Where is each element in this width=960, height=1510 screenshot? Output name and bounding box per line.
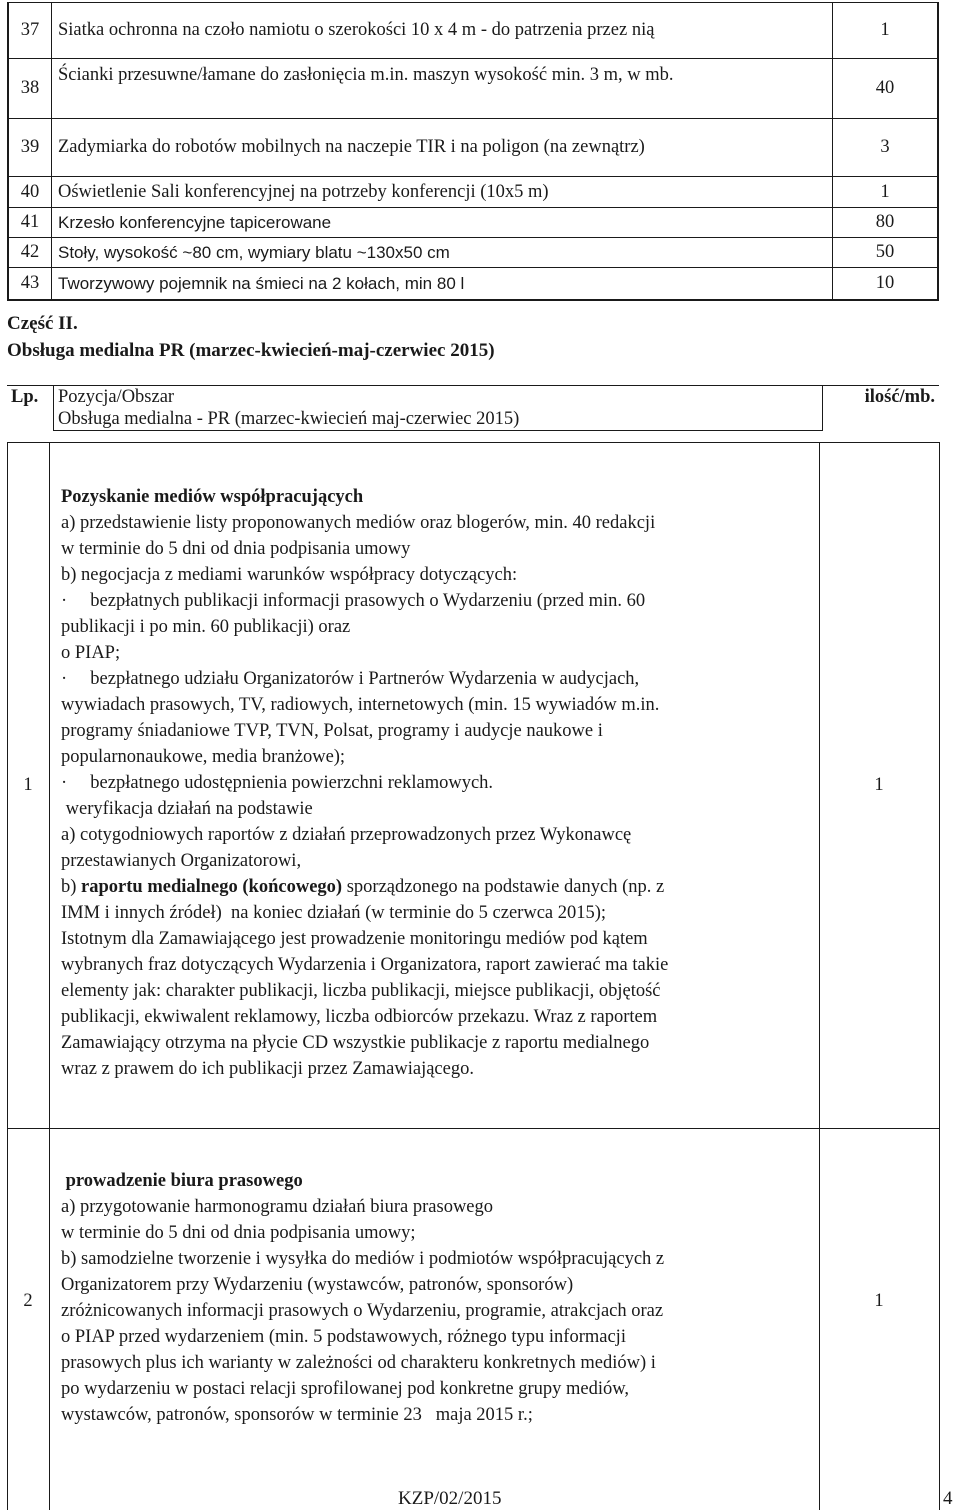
row-quantity: 40 — [833, 59, 939, 119]
row-number: 43 — [8, 268, 52, 300]
service-line: a) przygotowanie harmonogramu działań biura prasowego — [61, 1197, 494, 1217]
service-line: a) cotygodniowych raportów z działań przeprowadzonych przez Wykonawcę — [61, 825, 632, 845]
service-heading: prowadzenie biura prasowego — [61, 1171, 303, 1191]
service-heading: Pozyskanie mediów współpracujących — [61, 487, 364, 507]
service-line: o PIAP; — [61, 643, 121, 663]
row-description: Oświetlenie Sali konferencyjnej na potrzeby konferencji (10x5 m) — [52, 177, 833, 208]
row-description: Siatka ochronna na czoło namiotu o szerokości 10 x 4 m - do patrzenia przez nią — [52, 3, 833, 59]
row-description: Ścianki przesuwne/łamane do zasłonięcia m.in. maszyn wysokość min. 3 m, w mb. — [52, 59, 833, 119]
service-line: publikacji, ekwiwalent reklamowy, liczba odbiorców przekazu. Wraz z raportem — [61, 1007, 658, 1027]
section-title: Obsługa medialna PR (marzec-kwiecień-maj-czerwiec 2015) — [7, 340, 495, 361]
header-position: Pozycja/Obszar — [54, 386, 823, 409]
table-row — [8, 238, 938, 268]
header-lp: Lp. — [7, 386, 54, 409]
line-prefix: b) — [61, 877, 82, 897]
service-line: wraz z prawem do ich publikacji przez Zamawiającego. — [61, 1059, 474, 1079]
row-description: Tworzywowy pojemnik na śmieci na 2 kołach, min 80 l — [52, 268, 833, 300]
row-quantity: 1 — [874, 775, 884, 795]
row-description: Zadymiarka do robotów mobilnych na naczepie TIR i na poligon (na zewnątrz) — [52, 119, 833, 177]
service-line: weryfikacja działań na podstawie — [61, 799, 313, 819]
service-description — [61, 1168, 821, 1428]
service-line: wywiadach prasowych, TV, radiowych, internetowych (min. 15 wywiadów m.in. — [61, 695, 660, 715]
service-line: Istotnym dla Zamawiającego jest prowadzenie monitoringu mediów pod kątem — [61, 929, 648, 949]
row-number: 37 — [8, 3, 52, 59]
header-subtitle: Obsługa medialna - PR (marzec-kwiecień maj-czerwiec 2015) — [54, 408, 823, 431]
row-quantity: 1 — [833, 3, 939, 59]
line-suffix: sporządzonego na podstawie danych (np. z — [342, 877, 665, 897]
row-number: 1 — [23, 775, 33, 795]
row-number: 40 — [8, 177, 52, 208]
row-description: Stoły, wysokość ~80 cm, wymiary blatu ~130x50 cm — [52, 238, 833, 268]
service-line: b) negocjacja z mediami warunków współpracy dotyczących: — [61, 565, 518, 585]
header-quantity: ilość/mb. — [823, 386, 940, 409]
row-quantity: 1 — [833, 177, 939, 208]
service-line: · bezpłatnego udziału Organizatorów i Partnerów Wydarzenia w audycjach, — [61, 669, 640, 689]
service-line: prasowych plus ich warianty w zależności od charakteru konkretnych mediów) i — [61, 1353, 656, 1373]
service-row — [7, 1128, 939, 1510]
row-number: 39 — [8, 119, 52, 177]
service-line: po wydarzeniu w postaci relacji sprofilowanej pod konkretne grupy mediów, — [61, 1379, 630, 1399]
equipment-table — [7, 2, 939, 301]
service-line: · bezpłatnych publikacji informacji prasowych o Wydarzeniu (przed min. 60 — [61, 591, 646, 611]
service-description — [61, 484, 821, 1082]
line-bold: raportu medialnego (końcowego) — [81, 877, 343, 897]
service-line: Zamawiający otrzyma na płycie CD wszystkie publikacje z raportu medialnego — [61, 1033, 650, 1053]
service-line: przestawianych Organizatorowi, — [61, 851, 302, 871]
section-part: Część II. — [7, 313, 78, 334]
row-quantity: 80 — [833, 208, 939, 238]
service-line: w terminie do 5 dni od dnia podpisania umowy; — [61, 1223, 416, 1243]
service-line: wybranych fraz dotyczących Wydarzenia i Organizatora, raport zawierać ma takie — [61, 955, 669, 975]
service-line: publikacji i po min. 60 publikacji) oraz — [61, 617, 351, 637]
row-quantity: 50 — [833, 238, 939, 268]
row-number: 38 — [8, 59, 52, 119]
table-row — [8, 119, 938, 177]
row-quantity: 10 — [833, 268, 939, 300]
row-description: Krzesło konferencyjne tapicerowane — [52, 208, 833, 238]
service-line — [61, 874, 821, 900]
row-number: 41 — [8, 208, 52, 238]
row-quantity: 3 — [833, 119, 939, 177]
service-line: IMM i innych źródeł) na koniec działań (w terminie do 5 czerwca 2015); — [61, 903, 607, 923]
service-row — [7, 442, 939, 1128]
service-line: programy śniadaniowe TVP, TVN, Polsat, programy i audycje naukowe i — [61, 721, 603, 741]
page-number: 4 — [943, 1488, 953, 1509]
document-code: KZP/02/2015 — [398, 1488, 502, 1509]
service-line: Organizatorem przy Wydarzeniu (wystawców, patronów, sponsorów) — [61, 1275, 574, 1295]
table-border-right — [939, 442, 940, 1510]
service-line: zróżnicowanych informacji prasowych o Wydarzeniu, programie, atrakcjach oraz — [61, 1301, 664, 1321]
table-row — [8, 3, 938, 59]
table-row — [8, 177, 938, 208]
row-number: 42 — [8, 238, 52, 268]
service-line: w terminie do 5 dni od dnia podpisania umowy — [61, 539, 411, 559]
row-quantity: 1 — [874, 1291, 884, 1311]
table-row — [8, 59, 938, 119]
service-line: wystawców, patronów, sponsorów w terminie 23 maja 2015 r.; — [61, 1405, 533, 1425]
table-row — [8, 268, 938, 300]
service-line: · bezpłatnego udostępnienia powierzchni reklamowych. — [61, 773, 494, 793]
service-line: popularnonaukowe, media branżowe); — [61, 747, 346, 767]
row-number: 2 — [23, 1291, 33, 1311]
service-line: elementy jak: charakter publikacji, liczba publikacji, miejsce publikacji, objętość — [61, 981, 661, 1001]
part-two-header — [7, 385, 939, 431]
table-row — [8, 208, 938, 238]
service-line: a) przedstawienie listy proponowanych mediów oraz blogerów, min. 40 redakcji — [61, 513, 656, 533]
service-line: b) samodzielne tworzenie i wysyłka do mediów i podmiotów współpracujących z — [61, 1249, 665, 1269]
service-line: o PIAP przed wydarzeniem (min. 5 podstawowych, różnego typu informacji — [61, 1327, 626, 1347]
